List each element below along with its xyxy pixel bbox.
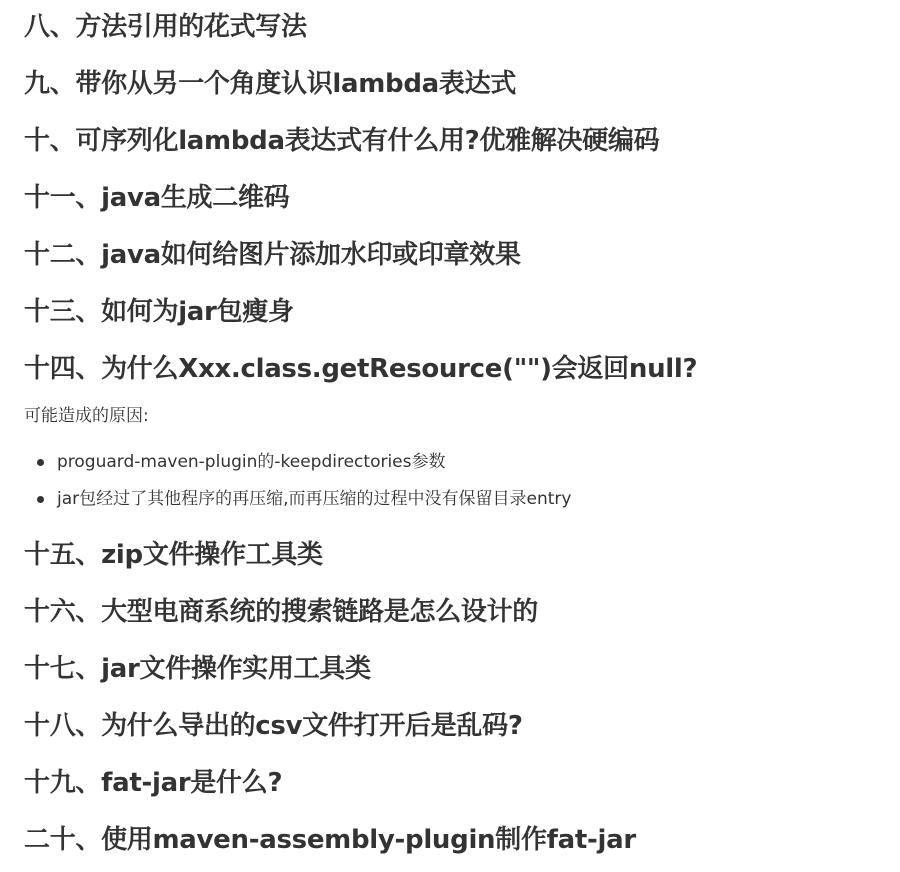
- cause-intro: 可能造成的原因:: [24, 406, 149, 426]
- heading-14: 十四、为什么Xxx.class.getResource("")会返回null?: [24, 354, 698, 384]
- heading-17: 十七、jar文件操作实用工具类: [24, 654, 371, 684]
- heading-20: 二十、使用maven-assembly-plugin制作fat-jar: [24, 825, 636, 855]
- heading-18: 十八、为什么导出的csv文件打开后是乱码?: [24, 711, 523, 741]
- bullet-dot-icon: [37, 496, 44, 503]
- bullet-dot-icon: [37, 459, 44, 466]
- heading-15: 十五、zip文件操作工具类: [24, 540, 323, 570]
- heading-13: 十三、如何为jar包瘦身: [24, 297, 294, 327]
- list-item-text: proguard-maven-plugin的-keepdirectories参数: [57, 452, 446, 472]
- cause-list: [24, 450, 571, 524]
- heading-9: 九、带你从另一个角度认识lambda表达式: [24, 69, 517, 99]
- list-item: [24, 487, 571, 524]
- heading-8: 八、方法引用的花式写法: [24, 12, 307, 42]
- heading-12: 十二、java如何给图片添加水印或印章效果: [24, 240, 521, 270]
- heading-16: 十六、大型电商系统的搜索链路是怎么设计的: [24, 597, 539, 627]
- heading-11: 十一、java生成二维码: [24, 183, 290, 213]
- heading-10: 十、可序列化lambda表达式有什么用?优雅解决硬编码: [24, 126, 660, 156]
- list-item: [24, 450, 571, 487]
- list-item-text: jar包经过了其他程序的再压缩,而再压缩的过程中没有保留目录entry: [57, 489, 572, 509]
- heading-19: 十九、fat-jar是什么?: [24, 768, 283, 798]
